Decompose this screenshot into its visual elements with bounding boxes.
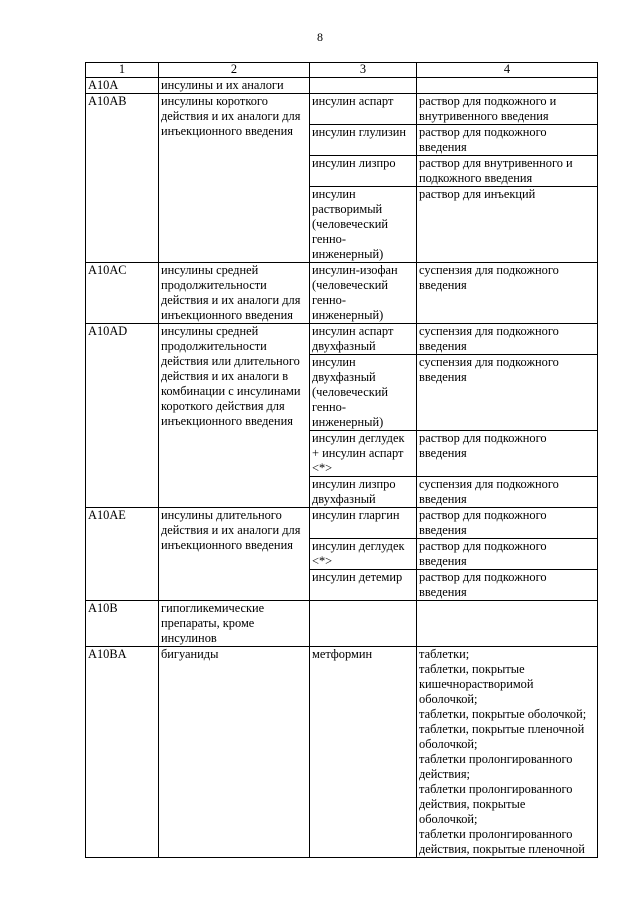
drug-name-line: + инсулин аспарт xyxy=(312,446,404,460)
dosage-form-line: действия, покрытые xyxy=(419,797,526,811)
dosage-form-line: таблетки, покрытые xyxy=(419,662,525,676)
atc-code-cell: A10A xyxy=(86,78,159,94)
group-name-line: комбинации с инсулинами xyxy=(161,384,301,398)
dosage-form-line: кишечнорастворимой xyxy=(419,677,534,691)
atc-code-cell: A10AC xyxy=(86,263,159,324)
group-name-line: инсулины длительного xyxy=(161,508,282,522)
group-name-line: действия или длительного xyxy=(161,354,300,368)
dosage-form-cell xyxy=(417,601,598,647)
dosage-form-line: раствор для подкожного xyxy=(419,570,547,584)
drug-name-cell xyxy=(310,263,417,324)
drug-name-cell xyxy=(310,355,417,431)
dosage-form-line: введения xyxy=(419,585,467,599)
dosage-form-line: раствор для подкожного и xyxy=(419,94,557,108)
group-name-line: препараты, кроме xyxy=(161,616,255,630)
dosage-form-line: введения xyxy=(419,446,467,460)
drug-name-cell xyxy=(310,539,417,570)
table-row xyxy=(86,647,598,858)
dosage-form-line: суспензия для подкожного xyxy=(419,324,559,338)
dosage-form-cell xyxy=(417,508,598,539)
table-row xyxy=(86,78,598,94)
dosage-form-line: введения xyxy=(419,554,467,568)
dosage-form-line: таблетки; xyxy=(419,647,470,661)
dosage-form-line: действия; xyxy=(419,767,470,781)
drug-name-cell xyxy=(310,601,417,647)
dosage-form-cell xyxy=(417,570,598,601)
group-name-line: бигуаниды xyxy=(161,647,219,661)
drug-name-line: растворимый xyxy=(312,202,383,216)
drug-name-line: инсулин аспарт xyxy=(312,94,394,108)
group-name-line: инъекционного введения xyxy=(161,308,293,322)
dosage-form-line: введения xyxy=(419,370,467,384)
drug-name-cell xyxy=(310,125,417,156)
drug-name-cell xyxy=(310,156,417,187)
drug-name-line: инженерный) xyxy=(312,247,384,261)
dosage-form-line: внутривенного введения xyxy=(419,109,549,123)
drug-name-line: инсулин-изофан xyxy=(312,263,398,277)
group-name-line: действия и их аналоги в xyxy=(161,369,289,383)
dosage-form-line: введения xyxy=(419,339,467,353)
dosage-form-line: оболочкой; xyxy=(419,737,478,751)
dosage-form-cell xyxy=(417,355,598,431)
table-row xyxy=(86,508,598,539)
dosage-form-cell xyxy=(417,477,598,508)
dosage-form-line: раствор для подкожного xyxy=(419,431,547,445)
dosage-form-line: подкожного введения xyxy=(419,171,533,185)
drug-name-line: двухфазный xyxy=(312,370,376,384)
dosage-form-line: раствор для подкожного xyxy=(419,508,547,522)
dosage-form-line: суспензия для подкожного xyxy=(419,477,559,491)
dosage-form-cell xyxy=(417,125,598,156)
column-header-1: 1 xyxy=(86,63,159,78)
drug-name-cell xyxy=(310,508,417,539)
dosage-form-line: действия, покрытые пленочной xyxy=(419,842,585,856)
dosage-form-cell xyxy=(417,78,598,94)
group-name-line: продолжительности xyxy=(161,278,267,292)
drug-name-line: <*> xyxy=(312,554,333,568)
atc-code-cell: A10AD xyxy=(86,324,159,508)
atc-code-cell: A10BA xyxy=(86,647,159,858)
dosage-form-cell xyxy=(417,94,598,125)
dosage-form-line: таблетки пролонгированного xyxy=(419,827,573,841)
drug-name-line: инсулин детемир xyxy=(312,570,403,584)
dosage-form-line: оболочкой; xyxy=(419,692,478,706)
page-number: 8 xyxy=(317,30,323,44)
drug-name-line: инженерный) xyxy=(312,415,384,429)
dosage-form-line: введения xyxy=(419,492,467,506)
group-name-cell xyxy=(159,508,310,601)
drug-name-cell xyxy=(310,477,417,508)
dosage-form-line: раствор для подкожного xyxy=(419,539,547,553)
drug-name-line: инсулин гларгин xyxy=(312,508,400,522)
atc-code-cell: A10AB xyxy=(86,94,159,263)
group-name-line: гипогликемические xyxy=(161,601,265,615)
table-row xyxy=(86,324,598,355)
drug-name-line: двухфазный xyxy=(312,339,376,353)
table-row xyxy=(86,94,598,125)
dosage-form-cell xyxy=(417,187,598,263)
dosage-form-cell xyxy=(417,647,598,858)
dosage-form-cell xyxy=(417,156,598,187)
group-name-cell xyxy=(159,263,310,324)
atc-code-cell: A10AE xyxy=(86,508,159,601)
table-row xyxy=(86,601,598,647)
drug-name-line: <*> xyxy=(312,461,333,475)
group-name-cell xyxy=(159,324,310,508)
drug-name-line: метформин xyxy=(312,647,373,661)
group-name-line: инсулины средней xyxy=(161,263,259,277)
dosage-form-line: раствор для внутривенного и xyxy=(419,156,573,170)
group-name-line: инсулины средней xyxy=(161,324,259,338)
drug-name-cell xyxy=(310,647,417,858)
dosage-form-line: введения xyxy=(419,278,467,292)
group-name-line: инсулины и их аналоги xyxy=(161,78,284,92)
group-name-cell xyxy=(159,94,310,263)
drug-name-line: (человеческий xyxy=(312,217,389,231)
group-name-line: инсулинов xyxy=(161,631,217,645)
drug-name-line: инсулин лизпро xyxy=(312,477,396,491)
drug-name-cell xyxy=(310,78,417,94)
group-name-line: инсулины короткого xyxy=(161,94,268,108)
dosage-form-cell xyxy=(417,263,598,324)
column-header-4: 4 xyxy=(417,63,598,78)
dosage-form-line: раствор для подкожного xyxy=(419,125,547,139)
drug-name-cell xyxy=(310,94,417,125)
dosage-form-cell xyxy=(417,324,598,355)
drug-name-line: инженерный) xyxy=(312,308,384,322)
drug-name-line: инсулин xyxy=(312,187,356,201)
dosage-form-line: введения xyxy=(419,140,467,154)
drug-name-line: инсулин глулизин xyxy=(312,125,407,139)
table-row xyxy=(86,263,598,324)
group-name-line: действия и их аналоги для xyxy=(161,109,301,123)
column-header-2: 2 xyxy=(159,63,310,78)
drug-name-line: генно- xyxy=(312,400,347,414)
drug-name-line: инсулин лизпро xyxy=(312,156,396,170)
group-name-line: продолжительности xyxy=(161,339,267,353)
drug-name-line: инсулин xyxy=(312,355,356,369)
drug-name-cell xyxy=(310,431,417,477)
drug-name-cell xyxy=(310,187,417,263)
drug-name-line: генно- xyxy=(312,293,347,307)
dosage-form-line: суспензия для подкожного xyxy=(419,263,559,277)
group-name-line: короткого действия для xyxy=(161,399,285,413)
drug-name-line: генно- xyxy=(312,232,347,246)
drug-name-line: двухфазный xyxy=(312,492,376,506)
dosage-form-line: таблетки пролонгированного xyxy=(419,782,573,796)
atc-code-cell: A10B xyxy=(86,601,159,647)
drug-name-line: инсулин аспарт xyxy=(312,324,394,338)
drug-name-line: (человеческий xyxy=(312,278,389,292)
group-name-cell xyxy=(159,78,310,94)
group-name-cell xyxy=(159,647,310,858)
drug-name-line: инсулин деглудек xyxy=(312,539,405,553)
group-name-line: инъекционного введения xyxy=(161,538,293,552)
dosage-form-cell xyxy=(417,431,598,477)
table-body xyxy=(86,78,598,858)
table-header-row xyxy=(86,63,598,78)
drug-name-cell xyxy=(310,324,417,355)
drug-name-cell xyxy=(310,570,417,601)
drug-classification-table xyxy=(85,62,598,858)
drug-name-line: (человеческий xyxy=(312,385,389,399)
group-name-cell xyxy=(159,601,310,647)
group-name-line: инъекционного введения xyxy=(161,124,293,138)
dosage-form-line: таблетки, покрытые оболочкой; xyxy=(419,707,587,721)
dosage-form-line: оболочкой; xyxy=(419,812,478,826)
dosage-form-line: раствор для инъекций xyxy=(419,187,536,201)
dosage-form-cell xyxy=(417,539,598,570)
dosage-form-line: таблетки пролонгированного xyxy=(419,752,573,766)
group-name-line: инъекционного введения xyxy=(161,414,293,428)
drug-name-line: инсулин деглудек xyxy=(312,431,405,445)
group-name-line: действия и их аналоги для xyxy=(161,523,301,537)
column-header-3: 3 xyxy=(310,63,417,78)
dosage-form-line: таблетки, покрытые пленочной xyxy=(419,722,585,736)
dosage-form-line: введения xyxy=(419,523,467,537)
dosage-form-line: суспензия для подкожного xyxy=(419,355,559,369)
group-name-line: действия и их аналоги для xyxy=(161,293,301,307)
